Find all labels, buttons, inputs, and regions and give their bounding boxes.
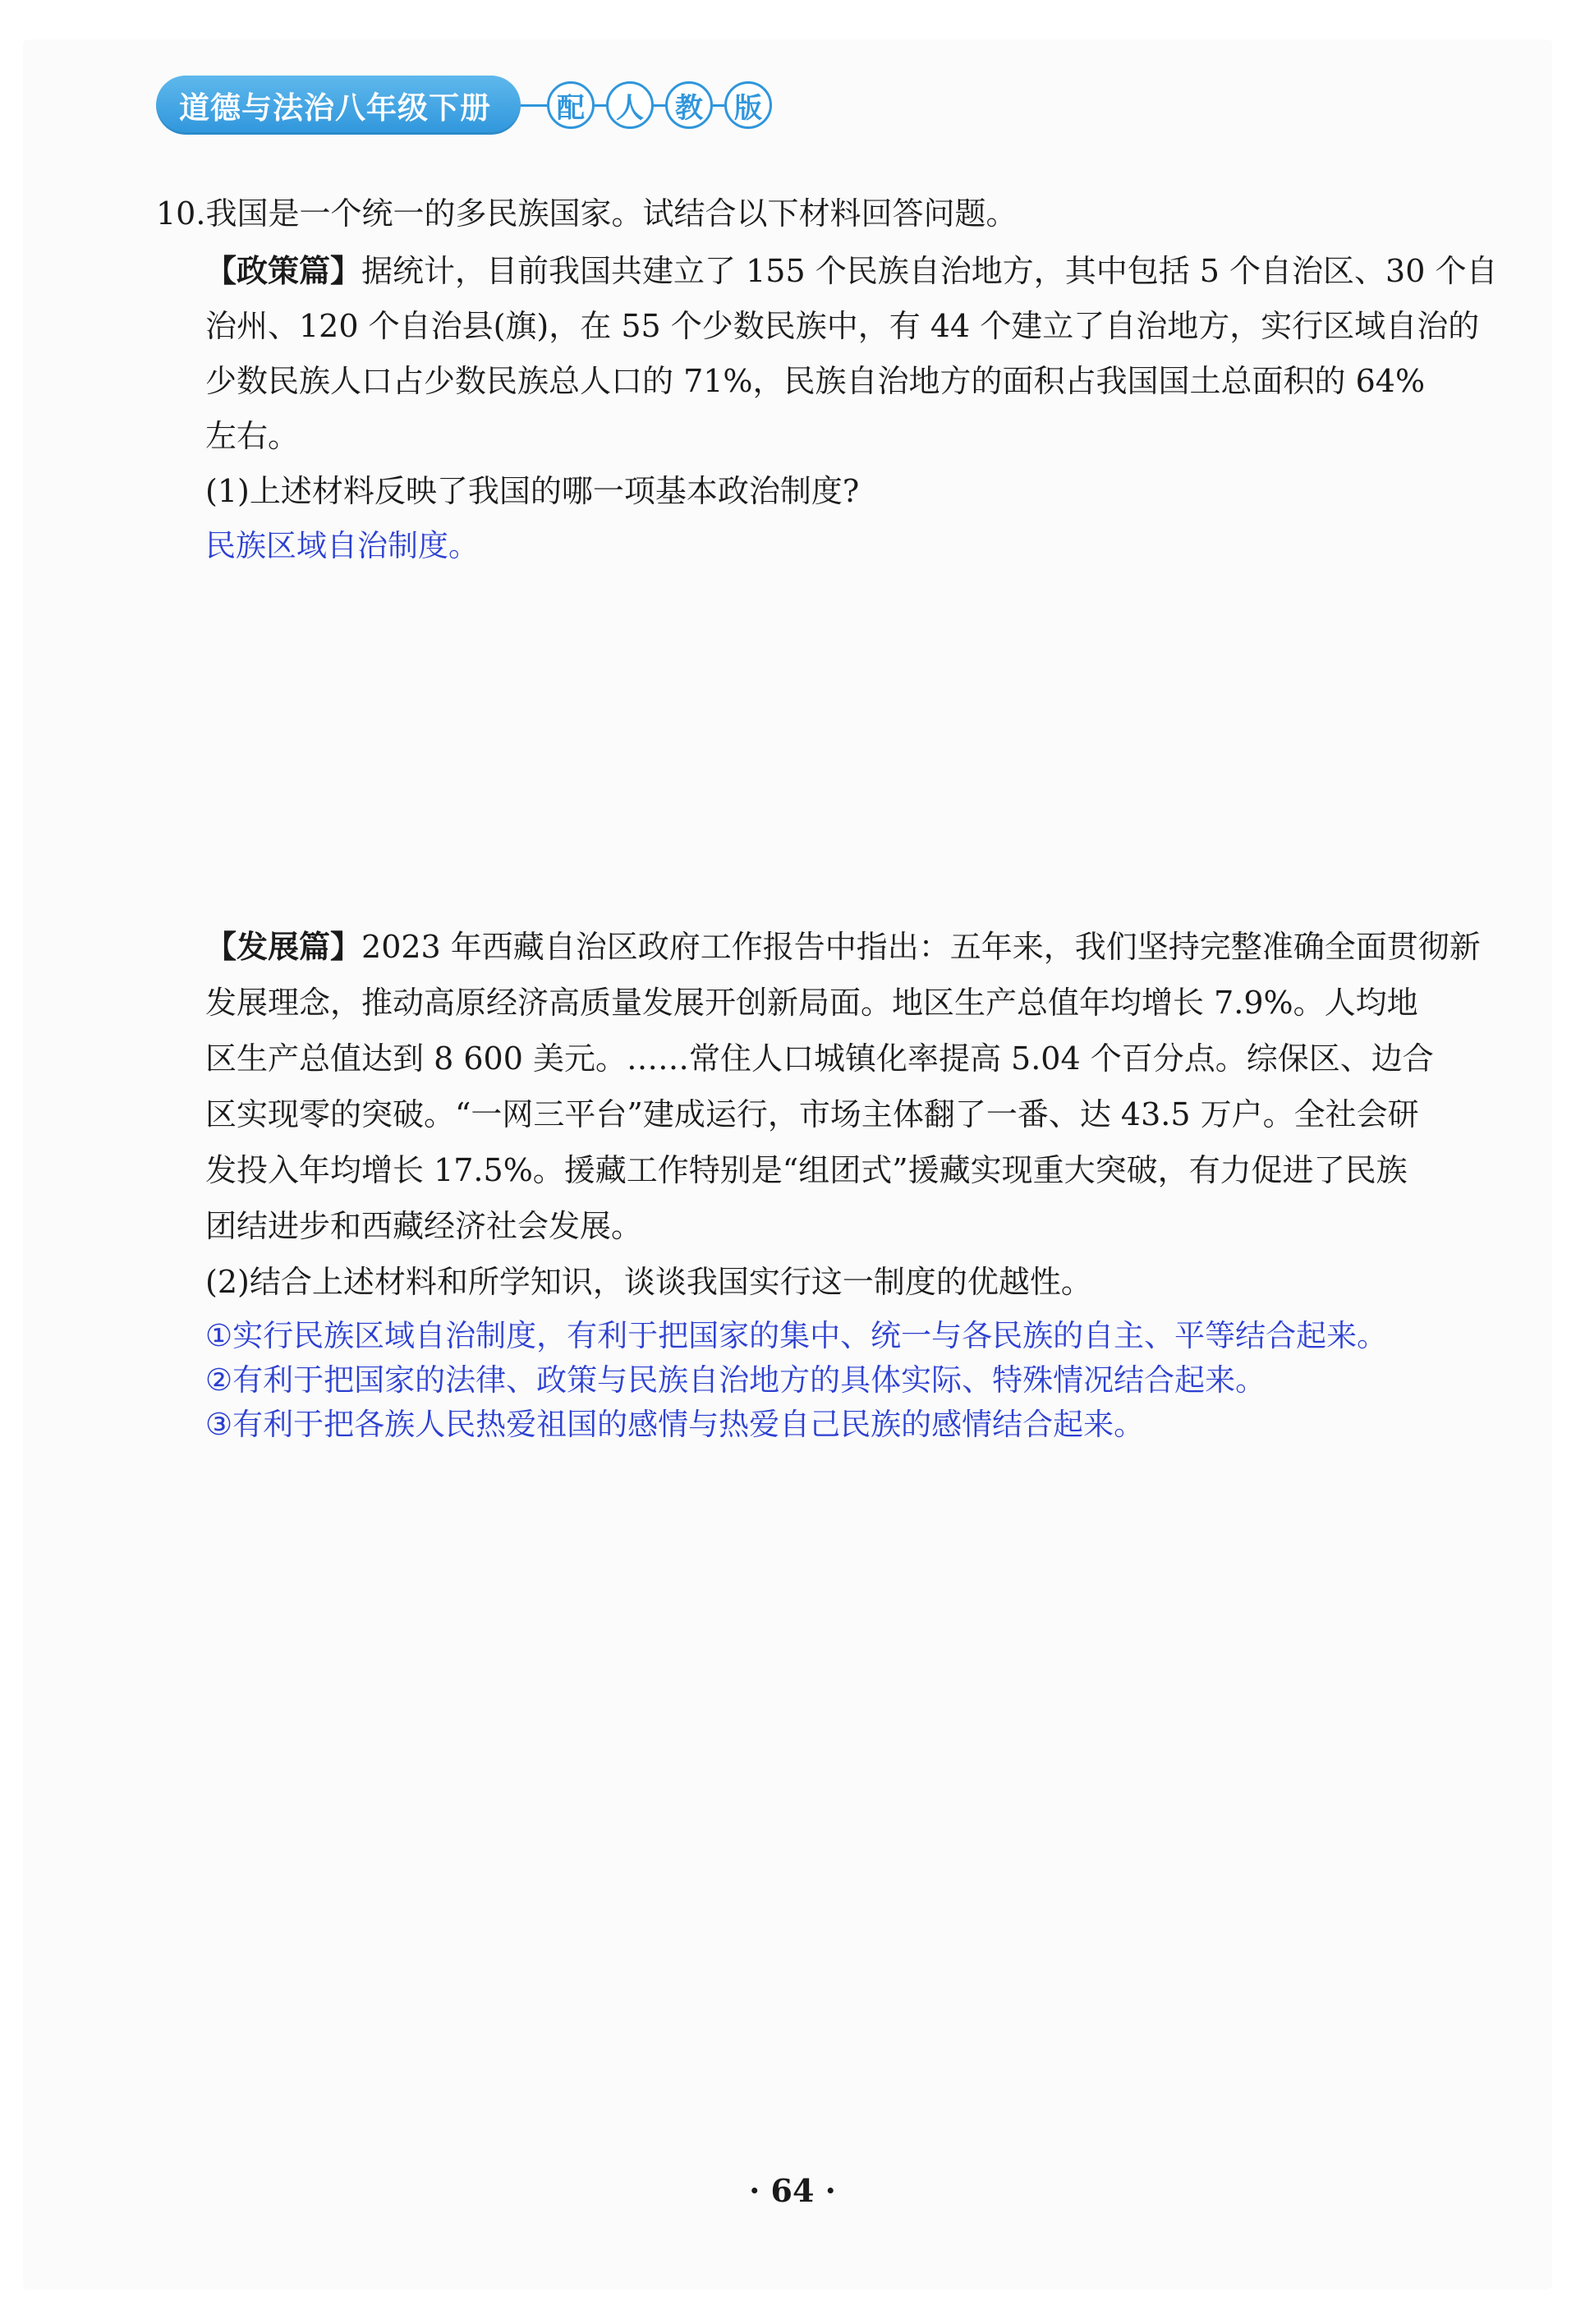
policy-text: 据统计，目前我国共建立了 155 个民族自治地方，其中包括 5 个自治区、30 个自: [361, 253, 1498, 289]
edition-link-line: [595, 104, 606, 107]
sub-question-1-answer: 民族区域自治制度。: [205, 528, 479, 563]
header-connector-line: [521, 104, 547, 107]
edition-char-pei: 配: [547, 81, 595, 129]
edition-badge: [547, 81, 772, 129]
sub-question-1-prompt: (1)上述材料反映了我国的哪一项基本政治制度?: [205, 473, 860, 509]
development-line-5: 发投入年均增长 17.5%。援藏工作特别是“组团式”援藏实现重大突破，有力促进了民族: [205, 1152, 1408, 1188]
policy-line-3: 少数民族人口占少数民族总人口的 71%，民族自治地方的面积占我国国土总面积的 64%: [205, 363, 1426, 399]
development-text: 2023 年西藏自治区政府工作报告中指出：五年来，我们坚持完整准确全面贯彻新: [361, 929, 1481, 965]
edition-char-ban: 版: [724, 81, 772, 129]
development-line-3: 区生产总值达到 8 600 美元。……常住人口城镇化率提高 5.04 个百分点。综保区、边合: [205, 1040, 1434, 1077]
page-number: · 64 ·: [749, 2172, 836, 2209]
policy-line-1: [205, 250, 1497, 292]
edition-char-jiao: 教: [665, 81, 713, 129]
edition-link-line: [654, 104, 665, 107]
sub-question-2-prompt: (2)结合上述材料和所学知识，谈谈我国实行这一制度的优越性。: [205, 1264, 1092, 1300]
edition-link-line: [713, 104, 724, 107]
policy-line-4: 左右。: [205, 418, 300, 454]
policy-line-2: 治州、120 个自治县(旗)，在 55 个少数民族中，有 44 个建立了自治地方，实行区域自治的: [205, 308, 1480, 344]
development-line-4: 区实现零的突破。“一网三平台”建成运行，市场主体翻了一番、达 43.5 万户。全社会研: [205, 1096, 1419, 1132]
book-title: 道德与法治八年级下册: [156, 76, 521, 135]
question-stem: [156, 193, 1017, 234]
sub-question-2-answer-2: ②有利于把国家的法律、政策与民族自治地方的具体实际、特殊情况结合起来。: [205, 1362, 1266, 1398]
sub-question-2-answer-1: ①实行民族区域自治制度，有利于把国家的集中、统一与各民族的自主、平等结合起来。: [205, 1318, 1388, 1353]
development-label: 【发展篇】: [205, 929, 362, 965]
policy-label: 【政策篇】: [205, 253, 362, 289]
development-line-2: 发展理念，推动高原经济高质量发展开创新局面。地区生产总值年均增长 7.9%。人均地: [205, 985, 1418, 1021]
development-line-1: [205, 926, 1481, 967]
edition-char-ren: 人: [606, 81, 654, 129]
book-header: [156, 76, 772, 135]
question-number: 10.: [156, 195, 206, 232]
sub-question-2-answer-3: ③有利于把各族人民热爱祖国的感情与热爱自己民族的感情结合起来。: [205, 1407, 1145, 1442]
development-line-6: 团结进步和西藏经济社会发展。: [205, 1208, 643, 1244]
question-stem-text: 我国是一个统一的多民族国家。试结合以下材料回答问题。: [205, 195, 1018, 232]
